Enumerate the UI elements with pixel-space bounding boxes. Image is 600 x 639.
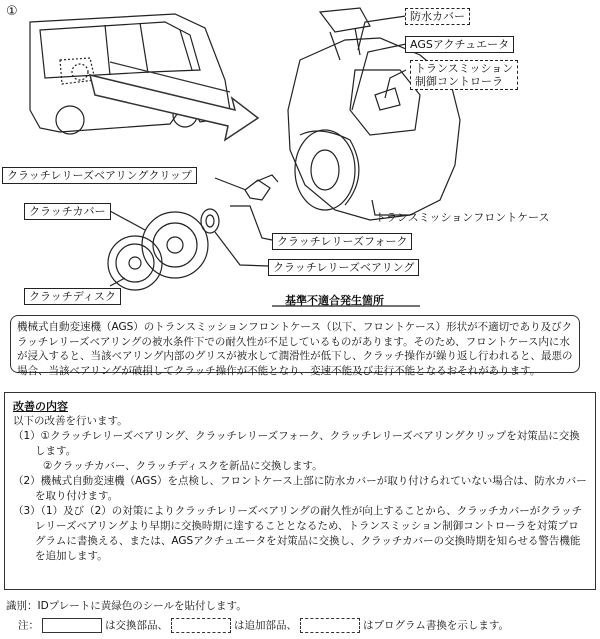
- nonconformity-title: 基準不適合発生箇所: [285, 294, 384, 307]
- label-clutch-release-fork: クラッチレリーズフォーク: [272, 233, 412, 250]
- program-rewrite-swatch: [300, 618, 360, 633]
- remedy-item-2: （2）機械式自動変速機（AGS）を点検し、フロントケース上部に防水カバーが取り付けられていない場合は、防水カバーを取り付けます。: [13, 475, 587, 502]
- label-transmission-front-case: トランスミッションフロントケース: [375, 211, 550, 224]
- defect-description: 機械式自動変速機（AGS）のトランスミッションフロントケース（以下、フロントケース）形状が不適切であり及びクラッチレリーズベアリングの被水条件下での耐久性が不足しているものがあります。そのため、フロントケース内に水が浸入すると、当該ベアリング内部のグリスが被水して潤滑性が低下し、クラッチ操作が繰り返し行われると、最悪の場合、当該ベアリングが破損してクラッチ操作が不能となり、変速不能及び走行不能となるおそれがあります。: [10, 315, 580, 373]
- label-tcu-line1: トランスミッション: [415, 62, 514, 75]
- label-transmission-controller: [410, 60, 518, 90]
- pointer-arrow: [90, 75, 258, 140]
- label-ags-actuator: AGSアクチュエータ: [405, 36, 514, 53]
- note-program: はプログラム書換を示します。: [363, 619, 510, 632]
- figure-number: ①: [6, 4, 18, 19]
- remedy-item-3: （3）（1）及び（2）の対策によりクラッチレリーズベアリングの耐久性が向上することから、クラッチカバーがクラッチレリーズベアリングより早期に交換時期に達することとなるため、トランスミッション制御コントローラを対策プログラムに書換える、または、AGSアクチュエータを対策品に交換し、クラッチカバーの交換時期を知らせる警告機能を追加します。: [13, 505, 583, 562]
- label-clutch-release-bearing: クラッチレリーズベアリング: [268, 259, 419, 276]
- note-exchange: は交換部品、: [105, 619, 168, 632]
- label-clutch-disc: クラッチディスク: [24, 288, 121, 305]
- remedy-title: 改善の内容: [13, 400, 68, 413]
- label-clutch-release-bearing-clip: クラッチレリーズベアリングクリップ: [2, 167, 197, 184]
- note-label: 注：: [18, 619, 39, 632]
- identification-line: 識別：IDプレートに黄緑色のシールを貼付します。: [6, 600, 247, 612]
- note-added: は追加部品、: [234, 619, 297, 632]
- exchange-part-swatch: [42, 618, 102, 633]
- remedy-intro: 以下の改善を行います。: [13, 415, 128, 427]
- remedy-section: [4, 392, 596, 590]
- remedy-item-1a: （1）①クラッチレリーズベアリング、クラッチレリーズフォーク、クラッチレリーズベアリングクリップを対策品に交換します。: [13, 430, 580, 457]
- added-part-swatch: [171, 618, 231, 633]
- label-tcu-line2: 制御コントローラ: [415, 75, 503, 88]
- label-clutch-cover: クラッチカバー: [24, 203, 111, 220]
- legend-note: [18, 618, 509, 634]
- label-waterproof-cover: 防水カバー: [405, 8, 470, 25]
- remedy-item-1b: ②クラッチカバー、クラッチディスクを新品に交換します。: [43, 460, 323, 472]
